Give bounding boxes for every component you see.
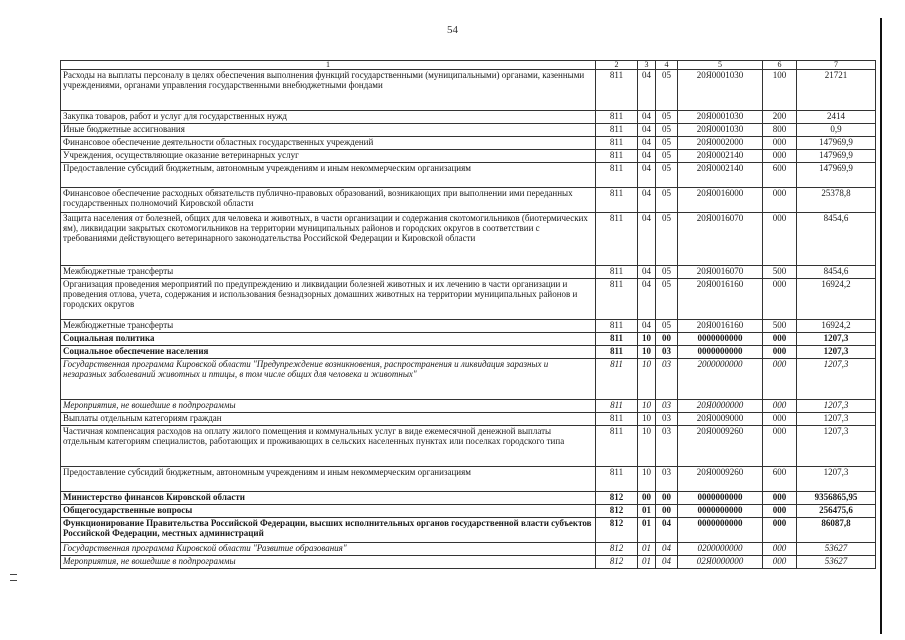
expense-type-cell: 000 (763, 188, 797, 213)
amount-cell: 147969,9 (797, 150, 876, 163)
table-row (61, 111, 876, 124)
table-row (61, 492, 876, 505)
ministry-code-cell: 811 (596, 137, 638, 150)
ministry-code-cell: 811 (596, 413, 638, 426)
row-name-cell: Мероприятия, не вошедшие в подпрограммы (61, 400, 596, 413)
table-row (61, 163, 876, 188)
expense-type-cell: 000 (763, 492, 797, 505)
row-name-cell: Предоставление субсидий бюджетным, автономным учреждениям и иным некоммерческим организациям (61, 467, 596, 492)
expense-type-cell: 000 (763, 400, 797, 413)
target-article-cell: 20Я0001030 (678, 70, 763, 111)
amount-cell: 8454,6 (797, 266, 876, 279)
amount-cell: 1207,3 (797, 400, 876, 413)
expense-type-cell: 500 (763, 320, 797, 333)
amount-cell: 256475,6 (797, 505, 876, 518)
expense-type-cell: 100 (763, 70, 797, 111)
subsection-code-cell: 05 (656, 163, 678, 188)
row-name-cell: Межбюджетные трансферты (61, 320, 596, 333)
row-name-cell: Финансовое обеспечение расходных обязательств публично-правовых образований, возникающих при выполнении ими переданных государственных полномочий Кировской области (61, 188, 596, 213)
row-name-cell: Межбюджетные трансферты (61, 266, 596, 279)
page-number: 54 (447, 24, 458, 36)
column-header: 4 (656, 61, 678, 70)
ministry-code-cell: 811 (596, 124, 638, 137)
table-row (61, 505, 876, 518)
section-code-cell: 04 (638, 266, 656, 279)
amount-cell: 2414 (797, 111, 876, 124)
table-row (61, 188, 876, 213)
section-code-cell: 04 (638, 320, 656, 333)
amount-cell: 147969,9 (797, 163, 876, 188)
amount-cell: 9356865,95 (797, 492, 876, 505)
expense-type-cell: 000 (763, 518, 797, 543)
amount-cell: 8454,6 (797, 213, 876, 266)
row-name-cell: Мероприятия, не вошедшие в подпрограммы (61, 556, 596, 569)
section-code-cell: 01 (638, 543, 656, 556)
column-header: 6 (763, 61, 797, 70)
section-code-cell: 04 (638, 163, 656, 188)
ministry-code-cell: 812 (596, 492, 638, 505)
expense-type-cell: 000 (763, 333, 797, 346)
section-code-cell: 10 (638, 413, 656, 426)
ministry-code-cell: 811 (596, 333, 638, 346)
section-code-cell: 01 (638, 518, 656, 543)
expense-type-cell: 000 (763, 426, 797, 467)
expense-type-cell: 600 (763, 163, 797, 188)
ministry-code-cell: 811 (596, 150, 638, 163)
amount-cell: 1207,3 (797, 333, 876, 346)
amount-cell: 1207,3 (797, 346, 876, 359)
expense-type-cell: 800 (763, 124, 797, 137)
target-article-cell: 20Я0016070 (678, 266, 763, 279)
target-article-cell: 20Я0009260 (678, 467, 763, 492)
expense-type-cell: 000 (763, 556, 797, 569)
section-code-cell: 10 (638, 359, 656, 400)
row-name-cell: Организация проведения мероприятий по предупреждению и ликвидации болезней животных и их лечению в части организации и проведения отлова, учета, содержания и использования безнадзорных домашних животных на территории муниципальных районов и городских округов (61, 279, 596, 320)
subsection-code-cell: 03 (656, 413, 678, 426)
ministry-code-cell: 811 (596, 70, 638, 111)
subsection-code-cell: 05 (656, 213, 678, 266)
section-code-cell: 04 (638, 124, 656, 137)
amount-cell: 53627 (797, 556, 876, 569)
section-code-cell: 04 (638, 70, 656, 111)
target-article-cell: 0000000000 (678, 333, 763, 346)
row-name-cell: Функционирование Правительства Российской Федерации, высших исполнительных органов государственной власти субъектов Российской Федерации, местных администраций (61, 518, 596, 543)
section-code-cell: 00 (638, 492, 656, 505)
expense-type-cell: 000 (763, 213, 797, 266)
subsection-code-cell: 05 (656, 266, 678, 279)
subsection-code-cell: 05 (656, 70, 678, 111)
table-row (61, 400, 876, 413)
subsection-code-cell: 03 (656, 346, 678, 359)
target-article-cell: 2000000000 (678, 359, 763, 400)
section-code-cell: 10 (638, 426, 656, 467)
ministry-code-cell: 811 (596, 346, 638, 359)
target-article-cell: 20Я0002140 (678, 150, 763, 163)
subsection-code-cell: 05 (656, 111, 678, 124)
section-code-cell: 10 (638, 467, 656, 492)
table-row (61, 124, 876, 137)
subsection-code-cell: 05 (656, 320, 678, 333)
expense-type-cell: 200 (763, 111, 797, 124)
expense-type-cell: 000 (763, 279, 797, 320)
table-row (61, 543, 876, 556)
column-header: 3 (638, 61, 656, 70)
target-article-cell: 0000000000 (678, 492, 763, 505)
table-row (61, 346, 876, 359)
row-name-cell: Государственная программа Кировской области "Предупреждение возникновения, распространения и ликвидация заразных и незаразных заболеваний животных и птицы, в том числе общих для человека и животных" (61, 359, 596, 400)
row-name-cell: Государственная программа Кировской области "Развитие образования" (61, 543, 596, 556)
amount-cell: 1207,3 (797, 426, 876, 467)
margin-mark (10, 574, 17, 575)
ministry-code-cell: 811 (596, 213, 638, 266)
row-name-cell: Социальная политика (61, 333, 596, 346)
target-article-cell: 20Я0002140 (678, 163, 763, 188)
amount-cell: 25378,8 (797, 188, 876, 213)
target-article-cell: 0000000000 (678, 505, 763, 518)
section-code-cell: 10 (638, 346, 656, 359)
ministry-code-cell: 811 (596, 266, 638, 279)
ministry-code-cell: 811 (596, 111, 638, 124)
table-row (61, 426, 876, 467)
row-name-cell: Учреждения, осуществляющие оказание ветеринарных услуг (61, 150, 596, 163)
amount-cell: 16924,2 (797, 279, 876, 320)
target-article-cell: 0200000000 (678, 543, 763, 556)
target-article-cell: 20Я0016070 (678, 213, 763, 266)
column-header: 7 (797, 61, 876, 70)
target-article-cell: 20Я0000000 (678, 400, 763, 413)
section-code-cell: 04 (638, 213, 656, 266)
target-article-cell: 0000000000 (678, 346, 763, 359)
ministry-code-cell: 811 (596, 188, 638, 213)
amount-cell: 1207,3 (797, 467, 876, 492)
expense-type-cell: 000 (763, 137, 797, 150)
row-name-cell: Общегосударственные вопросы (61, 505, 596, 518)
table-row (61, 137, 876, 150)
amount-cell: 86087,8 (797, 518, 876, 543)
table-row (61, 467, 876, 492)
section-code-cell: 01 (638, 505, 656, 518)
expense-type-cell: 000 (763, 346, 797, 359)
row-name-cell: Закупка товаров, работ и услуг для государственных нужд (61, 111, 596, 124)
column-header: 5 (678, 61, 763, 70)
table-row (61, 556, 876, 569)
table-row (61, 266, 876, 279)
expense-type-cell: 500 (763, 266, 797, 279)
row-name-cell: Предоставление субсидий бюджетным, автономным учреждениям и иным некоммерческим организациям (61, 163, 596, 188)
amount-cell: 0,9 (797, 124, 876, 137)
row-name-cell: Частичная компенсация расходов на оплату жилого помещения и коммунальных услуг в виде ежемесячной денежной выплаты отдельным категориям специалистов, работающих и проживающих в сельских населенных пунктах или поселках городского типа (61, 426, 596, 467)
target-article-cell: 20Я0001030 (678, 124, 763, 137)
subsection-code-cell: 04 (656, 543, 678, 556)
target-article-cell: 20Я0009000 (678, 413, 763, 426)
section-code-cell: 04 (638, 137, 656, 150)
subsection-code-cell: 05 (656, 124, 678, 137)
expense-type-cell: 000 (763, 359, 797, 400)
subsection-code-cell: 03 (656, 400, 678, 413)
target-article-cell: 02Я0000000 (678, 556, 763, 569)
subsection-code-cell: 03 (656, 359, 678, 400)
amount-cell: 1207,3 (797, 359, 876, 400)
table-row (61, 413, 876, 426)
table-header-row (61, 61, 876, 70)
target-article-cell: 20Я0001030 (678, 111, 763, 124)
target-article-cell: 20Я0002000 (678, 137, 763, 150)
row-name-cell: Расходы на выплаты персоналу в целях обеспечения выполнения функций государственными (муниципальными) органами, казенными учреждениями, органами управления государственными внебюджетными фондами (61, 70, 596, 111)
table-row (61, 320, 876, 333)
section-code-cell: 01 (638, 556, 656, 569)
row-name-cell: Иные бюджетные ассигнования (61, 124, 596, 137)
ministry-code-cell: 811 (596, 359, 638, 400)
subsection-code-cell: 05 (656, 137, 678, 150)
row-name-cell: Социальное обеспечение населения (61, 346, 596, 359)
subsection-code-cell: 05 (656, 150, 678, 163)
target-article-cell: 0000000000 (678, 518, 763, 543)
section-code-cell: 10 (638, 400, 656, 413)
table-row (61, 359, 876, 400)
row-name-cell: Финансовое обеспечение деятельности областных государственных учреждений (61, 137, 596, 150)
table-row (61, 150, 876, 163)
table-row (61, 518, 876, 543)
expense-type-cell: 000 (763, 413, 797, 426)
column-header: 1 (61, 61, 596, 70)
section-code-cell: 04 (638, 111, 656, 124)
amount-cell: 16924,2 (797, 320, 876, 333)
ministry-code-cell: 812 (596, 518, 638, 543)
target-article-cell: 20Я0016160 (678, 279, 763, 320)
budget-table (60, 60, 876, 569)
table-row (61, 333, 876, 346)
target-article-cell: 20Я0016160 (678, 320, 763, 333)
expense-type-cell: 000 (763, 505, 797, 518)
subsection-code-cell: 03 (656, 467, 678, 492)
ministry-code-cell: 812 (596, 556, 638, 569)
amount-cell: 21721 (797, 70, 876, 111)
expense-type-cell: 600 (763, 467, 797, 492)
ministry-code-cell: 811 (596, 163, 638, 188)
section-code-cell: 04 (638, 188, 656, 213)
table-row (61, 279, 876, 320)
section-code-cell: 04 (638, 279, 656, 320)
amount-cell: 1207,3 (797, 413, 876, 426)
page-edge-rule (880, 18, 882, 634)
table-row (61, 70, 876, 111)
subsection-code-cell: 04 (656, 556, 678, 569)
row-name-cell: Министерство финансов Кировской области (61, 492, 596, 505)
column-header: 2 (596, 61, 638, 70)
ministry-code-cell: 811 (596, 320, 638, 333)
row-name-cell: Выплаты отдельным категориям граждан (61, 413, 596, 426)
expense-type-cell: 000 (763, 543, 797, 556)
expense-type-cell: 000 (763, 150, 797, 163)
section-code-cell: 04 (638, 150, 656, 163)
row-name-cell: Защита населения от болезней, общих для человека и животных, в части организации и содержания скотомогильников (биотермических ям), ликвидации закрытых скотомогильников на территории муниципальных районов и городских округов в соответствии с требованиями действующего ветеринарного законодательства Российской Федерации и Кировской области (61, 213, 596, 266)
ministry-code-cell: 811 (596, 400, 638, 413)
section-code-cell: 10 (638, 333, 656, 346)
subsection-code-cell: 05 (656, 188, 678, 213)
ministry-code-cell: 811 (596, 426, 638, 467)
target-article-cell: 20Я0016000 (678, 188, 763, 213)
subsection-code-cell: 00 (656, 492, 678, 505)
amount-cell: 147969,9 (797, 137, 876, 150)
ministry-code-cell: 812 (596, 505, 638, 518)
ministry-code-cell: 812 (596, 543, 638, 556)
subsection-code-cell: 04 (656, 518, 678, 543)
subsection-code-cell: 00 (656, 505, 678, 518)
subsection-code-cell: 00 (656, 333, 678, 346)
subsection-code-cell: 05 (656, 279, 678, 320)
margin-mark (10, 580, 17, 581)
subsection-code-cell: 03 (656, 426, 678, 467)
amount-cell: 53627 (797, 543, 876, 556)
table-row (61, 213, 876, 266)
target-article-cell: 20Я0009260 (678, 426, 763, 467)
ministry-code-cell: 811 (596, 467, 638, 492)
ministry-code-cell: 811 (596, 279, 638, 320)
